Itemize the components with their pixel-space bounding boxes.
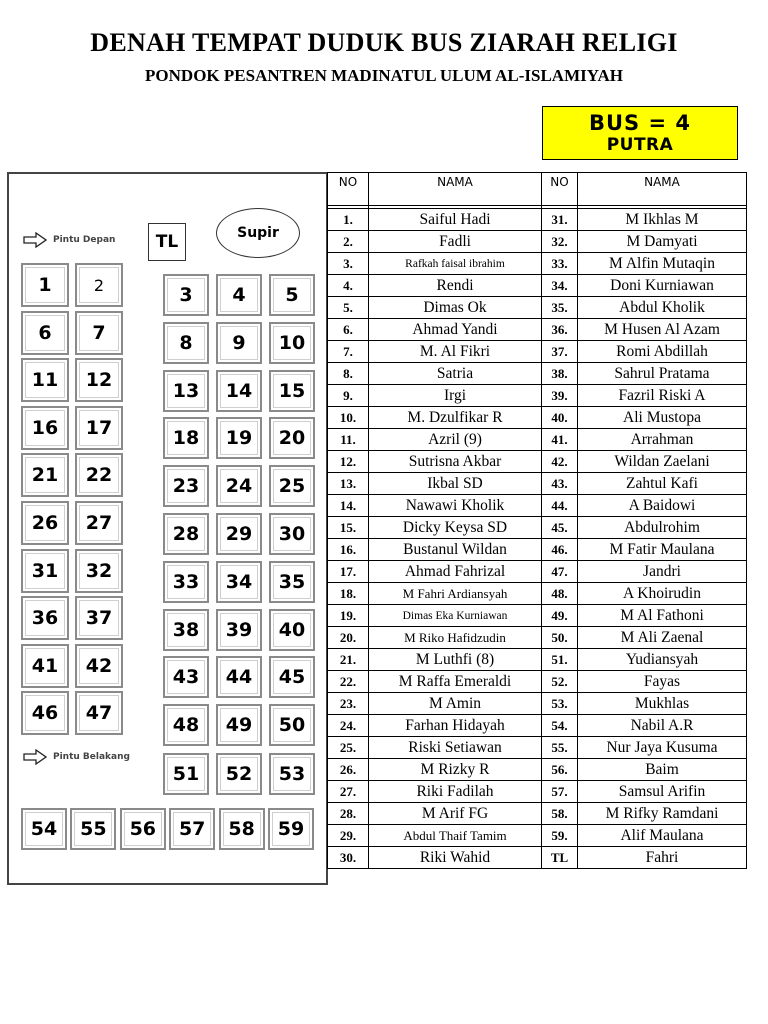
cell-nama: M Fatir Maulana — [578, 539, 747, 561]
cell-nama: M Al Fathoni — [578, 605, 747, 627]
seat-22[interactable]: 22 — [75, 453, 123, 497]
cell-no: 28. — [328, 803, 369, 825]
cell-no: 14. — [328, 495, 369, 517]
seat-18[interactable]: 18 — [163, 417, 209, 459]
cell-nama: Ahmad Fahrizal — [369, 561, 542, 583]
seat-50[interactable]: 50 — [269, 704, 315, 746]
cell-no: 6. — [328, 319, 369, 341]
bus-badge — [542, 106, 738, 160]
cell-nama: M Fahri Ardiansyah — [369, 583, 542, 605]
seat-20[interactable]: 20 — [269, 417, 315, 459]
seat-36[interactable]: 36 — [21, 596, 69, 640]
cell-no: 40. — [542, 407, 578, 429]
seat-26[interactable]: 26 — [21, 501, 69, 545]
cell-nama: Samsul Arifin — [578, 781, 747, 803]
seat-57[interactable]: 57 — [169, 808, 215, 850]
cell-no: 23. — [328, 693, 369, 715]
cell-no: 22. — [328, 671, 369, 693]
table-row — [328, 605, 747, 627]
cell-no: 46. — [542, 539, 578, 561]
cell-nama: M. Dzulfikar R — [369, 407, 542, 429]
cell-no: 2. — [328, 231, 369, 253]
table-row — [328, 275, 747, 297]
cell-no: 18. — [328, 583, 369, 605]
cell-nama: A Baidowi — [578, 495, 747, 517]
cell-no: 12. — [328, 451, 369, 473]
cell-nama: Dicky Keysa SD — [369, 517, 542, 539]
seat-30[interactable]: 30 — [269, 513, 315, 555]
table-row — [328, 495, 747, 517]
header-nama: NAMA — [369, 173, 542, 206]
cell-nama: Alif Maulana — [578, 825, 747, 847]
cell-nama: Sahrul Pratama — [578, 363, 747, 385]
table-row — [328, 363, 747, 385]
cell-nama: Irgi — [369, 385, 542, 407]
seat-plan — [7, 172, 328, 885]
cell-no: 47. — [542, 561, 578, 583]
cell-no: 44. — [542, 495, 578, 517]
seat-45[interactable]: 45 — [269, 656, 315, 698]
cell-nama: Baim — [578, 759, 747, 781]
cell-no: 10. — [328, 407, 369, 429]
cell-no: 24. — [328, 715, 369, 737]
cell-nama: Fazril Riski A — [578, 385, 747, 407]
cell-nama: M Ikhlas M — [578, 209, 747, 231]
roster-header-row — [328, 173, 747, 206]
cell-nama: Riki Fadilah — [369, 781, 542, 803]
table-row — [328, 781, 747, 803]
cell-nama: Satria — [369, 363, 542, 385]
table-row — [328, 517, 747, 539]
seat-12[interactable]: 12 — [75, 358, 123, 402]
seat-29[interactable]: 29 — [216, 513, 262, 555]
arrow-right-icon — [23, 749, 47, 765]
table-row — [328, 319, 747, 341]
table-row — [328, 451, 747, 473]
seat-55[interactable]: 55 — [70, 808, 116, 850]
cell-nama: M Rifky Ramdani — [578, 803, 747, 825]
cell-no: 33. — [542, 253, 578, 275]
cell-nama: Abdulrohim — [578, 517, 747, 539]
seat-48[interactable]: 48 — [163, 704, 209, 746]
table-row — [328, 473, 747, 495]
cell-no: 42. — [542, 451, 578, 473]
bus-group-label: PUTRA — [606, 135, 674, 155]
cell-nama: M Damyati — [578, 231, 747, 253]
cell-no: 13. — [328, 473, 369, 495]
table-row — [328, 737, 747, 759]
seat-59[interactable]: 59 — [268, 808, 314, 850]
cell-no: 59. — [542, 825, 578, 847]
seat-37[interactable]: 37 — [75, 596, 123, 640]
cell-nama: Bustanul Wildan — [369, 539, 542, 561]
seat-54[interactable]: 54 — [21, 808, 67, 850]
cell-nama: M Alfin Mutaqin — [578, 253, 747, 275]
seat-2[interactable]: 2 — [75, 263, 123, 307]
cell-no: 35. — [542, 297, 578, 319]
seat-42[interactable]: 42 — [75, 644, 123, 688]
cell-nama: Doni Kurniawan — [578, 275, 747, 297]
cell-no: 25. — [328, 737, 369, 759]
cell-no: 56. — [542, 759, 578, 781]
cell-nama: M Ali Zaenal — [578, 627, 747, 649]
rear-door — [23, 749, 130, 765]
cell-nama: Sutrisna Akbar — [369, 451, 542, 473]
cell-nama: M Rizky R — [369, 759, 542, 781]
cell-nama: Dimas Eka Kurniawan — [369, 605, 542, 627]
cell-nama: Nawawi Kholik — [369, 495, 542, 517]
cell-no: 37. — [542, 341, 578, 363]
seat-58[interactable]: 58 — [219, 808, 265, 850]
tour-leader-seat[interactable]: TL — [148, 223, 186, 261]
cell-nama: Ikbal SD — [369, 473, 542, 495]
cell-no: 26. — [328, 759, 369, 781]
cell-nama: Riski Setiawan — [369, 737, 542, 759]
front-door — [23, 232, 115, 248]
cell-nama: Ali Mustopa — [578, 407, 747, 429]
cell-nama: Ahmad Yandi — [369, 319, 542, 341]
cell-nama: Dimas Ok — [369, 297, 542, 319]
cell-no: 48. — [542, 583, 578, 605]
cell-no: 4. — [328, 275, 369, 297]
table-row — [328, 341, 747, 363]
seat-21[interactable]: 21 — [21, 453, 69, 497]
cell-no: 8. — [328, 363, 369, 385]
seat-16[interactable]: 16 — [21, 406, 69, 450]
header-no: NO — [328, 173, 369, 206]
cell-nama: M Amin — [369, 693, 542, 715]
cell-no: 30. — [328, 847, 369, 869]
seat-3[interactable]: 3 — [163, 274, 209, 316]
table-row — [328, 693, 747, 715]
cell-no: 19. — [328, 605, 369, 627]
cell-no: 29. — [328, 825, 369, 847]
cell-nama: Rendi — [369, 275, 542, 297]
cell-no: 32. — [542, 231, 578, 253]
seat-38[interactable]: 38 — [163, 609, 209, 651]
bus-number-label: BUS = 4 — [588, 111, 691, 135]
cell-no: 9. — [328, 385, 369, 407]
seat-28[interactable]: 28 — [163, 513, 209, 555]
seat-11[interactable]: 11 — [21, 358, 69, 402]
cell-nama: Nabil A.R — [578, 715, 747, 737]
seat-39[interactable]: 39 — [216, 609, 262, 651]
seat-44[interactable]: 44 — [216, 656, 262, 698]
cell-no: 15. — [328, 517, 369, 539]
seat-5[interactable]: 5 — [269, 274, 315, 316]
seat-33[interactable]: 33 — [163, 561, 209, 603]
seat-23[interactable]: 23 — [163, 465, 209, 507]
seat-34[interactable]: 34 — [216, 561, 262, 603]
seat-24[interactable]: 24 — [216, 465, 262, 507]
seat-56[interactable]: 56 — [120, 808, 166, 850]
seat-13[interactable]: 13 — [163, 370, 209, 412]
table-row — [328, 759, 747, 781]
cell-no: 21. — [328, 649, 369, 671]
cell-no: 1. — [328, 209, 369, 231]
seat-40[interactable]: 40 — [269, 609, 315, 651]
cell-no: 27. — [328, 781, 369, 803]
table-row — [328, 561, 747, 583]
seat-47[interactable]: 47 — [75, 691, 123, 735]
seat-52[interactable]: 52 — [216, 753, 262, 795]
cell-nama: Wildan Zaelani — [578, 451, 747, 473]
table-row — [328, 825, 747, 847]
cell-no: 52. — [542, 671, 578, 693]
seat-17[interactable]: 17 — [75, 406, 123, 450]
cell-nama: M. Al Fikri — [369, 341, 542, 363]
table-row — [328, 627, 747, 649]
cell-no: 16. — [328, 539, 369, 561]
cell-nama: Fadli — [369, 231, 542, 253]
cell-nama: Abdul Kholik — [578, 297, 747, 319]
cell-no: 3. — [328, 253, 369, 275]
cell-no: 20. — [328, 627, 369, 649]
table-row — [328, 253, 747, 275]
cell-no: 58. — [542, 803, 578, 825]
cell-nama: Farhan Hidayah — [369, 715, 542, 737]
cell-no: 17. — [328, 561, 369, 583]
cell-no: 11. — [328, 429, 369, 451]
arrow-right-icon — [23, 232, 47, 248]
cell-no: 43. — [542, 473, 578, 495]
cell-nama: Saiful Hadi — [369, 209, 542, 231]
seat-46[interactable]: 46 — [21, 691, 69, 735]
cell-nama: Zahtul Kafi — [578, 473, 747, 495]
roster-body — [328, 206, 747, 869]
cell-nama: Fahri — [578, 847, 747, 869]
cell-no: 54. — [542, 715, 578, 737]
cell-nama: Fayas — [578, 671, 747, 693]
seat-9[interactable]: 9 — [216, 322, 262, 364]
cell-nama: M Arif FG — [369, 803, 542, 825]
cell-nama: Riki Wahid — [369, 847, 542, 869]
cell-nama: Yudiansyah — [578, 649, 747, 671]
seat-25[interactable]: 25 — [269, 465, 315, 507]
cell-no: 55. — [542, 737, 578, 759]
table-row — [328, 671, 747, 693]
page-title: DENAH TEMPAT DUDUK BUS ZIARAH RELIGI — [90, 28, 678, 57]
cell-no: 39. — [542, 385, 578, 407]
table-row — [328, 847, 747, 869]
seat-31[interactable]: 31 — [21, 549, 69, 593]
rear-door-label: Pintu Belakang — [53, 752, 130, 762]
cell-nama: Arrahman — [578, 429, 747, 451]
table-row — [328, 649, 747, 671]
cell-nama: M Raffa Emeraldi — [369, 671, 542, 693]
table-row — [328, 803, 747, 825]
table-row — [328, 539, 747, 561]
cell-nama: Nur Jaya Kusuma — [578, 737, 747, 759]
cell-no: 49. — [542, 605, 578, 627]
table-row — [328, 231, 747, 253]
cell-nama: Jandri — [578, 561, 747, 583]
table-row — [328, 429, 747, 451]
seat-19[interactable]: 19 — [216, 417, 262, 459]
seat-27[interactable]: 27 — [75, 501, 123, 545]
cell-no: 7. — [328, 341, 369, 363]
cell-no: 45. — [542, 517, 578, 539]
table-row — [328, 209, 747, 231]
seat-49[interactable]: 49 — [216, 704, 262, 746]
header-no: NO — [542, 173, 578, 206]
front-door-label: Pintu Depan — [53, 235, 116, 245]
table-row — [328, 583, 747, 605]
cell-no: 5. — [328, 297, 369, 319]
cell-nama: M Luthfi (8) — [369, 649, 542, 671]
driver-seat[interactable]: Supir — [216, 208, 300, 258]
seat-7[interactable]: 7 — [75, 311, 123, 355]
seat-1[interactable]: 1 — [21, 263, 69, 307]
seat-6[interactable]: 6 — [21, 311, 69, 355]
seat-14[interactable]: 14 — [216, 370, 262, 412]
cell-no: 34. — [542, 275, 578, 297]
cell-nama: Azril (9) — [369, 429, 542, 451]
cell-no: 51. — [542, 649, 578, 671]
cell-nama: Rafkah faisal ibrahim — [369, 253, 542, 275]
cell-nama: M Riko Hafidzudin — [369, 627, 542, 649]
cell-no: 31. — [542, 209, 578, 231]
page-subtitle: PONDOK PESANTREN MADINATUL ULUM AL-ISLAMIYAH — [145, 66, 623, 85]
cell-no: 53. — [542, 693, 578, 715]
seat-43[interactable]: 43 — [163, 656, 209, 698]
cell-nama: M Husen Al Azam — [578, 319, 747, 341]
table-row — [328, 407, 747, 429]
seat-32[interactable]: 32 — [75, 549, 123, 593]
table-row — [328, 385, 747, 407]
seat-41[interactable]: 41 — [21, 644, 69, 688]
cell-nama: Romi Abdillah — [578, 341, 747, 363]
seat-10[interactable]: 10 — [269, 322, 315, 364]
cell-no: 57. — [542, 781, 578, 803]
cell-no: 38. — [542, 363, 578, 385]
header-nama: NAMA — [578, 173, 747, 206]
cell-nama: Abdul Thaif Tamim — [369, 825, 542, 847]
table-row — [328, 715, 747, 737]
seat-4[interactable]: 4 — [216, 274, 262, 316]
seat-35[interactable]: 35 — [269, 561, 315, 603]
cell-no: 41. — [542, 429, 578, 451]
seat-15[interactable]: 15 — [269, 370, 315, 412]
table-row — [328, 297, 747, 319]
seat-8[interactable]: 8 — [163, 322, 209, 364]
roster-table — [327, 172, 747, 869]
cell-nama: Mukhlas — [578, 693, 747, 715]
cell-no: TL — [542, 847, 578, 869]
cell-no: 50. — [542, 627, 578, 649]
cell-no: 36. — [542, 319, 578, 341]
cell-nama: A Khoirudin — [578, 583, 747, 605]
seat-51[interactable]: 51 — [163, 753, 209, 795]
seat-53[interactable]: 53 — [269, 753, 315, 795]
